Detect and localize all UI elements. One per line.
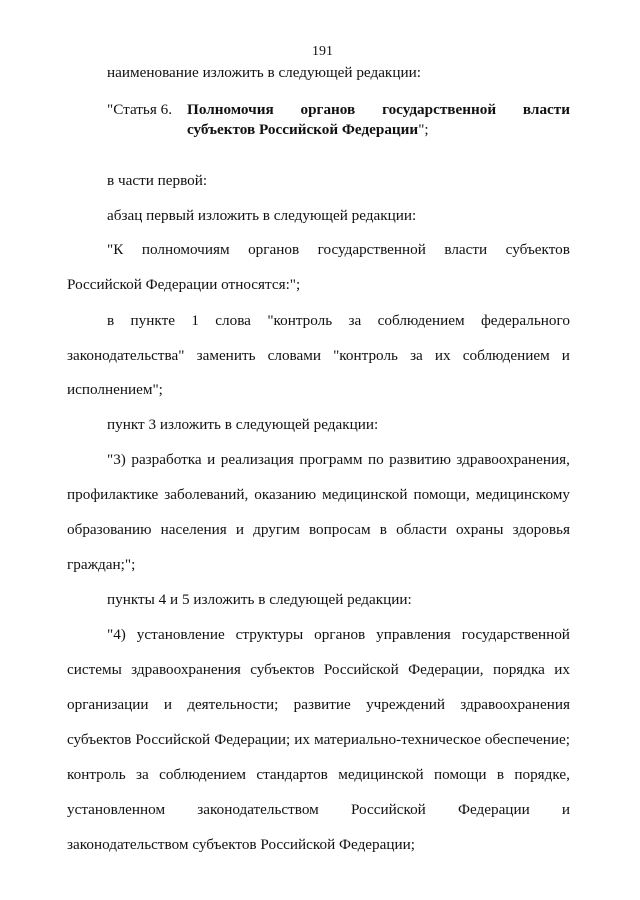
- word: развитию: [389, 451, 451, 468]
- word: охраны: [456, 521, 504, 538]
- article-title-tail: ";: [418, 121, 429, 138]
- word: субъектов: [67, 731, 132, 748]
- word: органов: [300, 101, 356, 118]
- word: Российской: [350, 801, 426, 818]
- word: "контроль: [333, 347, 398, 364]
- word: Российской: [135, 731, 211, 748]
- text-line-22: [67, 801, 570, 819]
- article-label: "Статья 6.: [107, 101, 173, 118]
- word: разработка: [131, 451, 202, 468]
- word: законодательством: [197, 801, 319, 818]
- word: соблюдением: [159, 766, 247, 783]
- word: контроль: [67, 766, 126, 783]
- text-line-20: [67, 731, 570, 749]
- word: словами: [267, 347, 321, 364]
- word: развитие: [293, 696, 351, 713]
- text-line-1: наименование изложить в следующей редакции:: [107, 64, 421, 81]
- text-line-15: граждан;";: [67, 556, 136, 573]
- word: области: [396, 521, 447, 538]
- word: медицинской: [338, 766, 424, 783]
- word: субъектов: [250, 661, 315, 678]
- word: здоровья: [512, 521, 570, 538]
- text-line-18: [67, 661, 570, 679]
- word: профилактике: [67, 486, 159, 503]
- word: в: [379, 521, 387, 538]
- word: в: [107, 312, 115, 329]
- word: их: [554, 661, 570, 678]
- word: населения: [160, 521, 227, 538]
- word: и: [207, 451, 216, 468]
- word: Федерации;: [214, 731, 291, 748]
- word: государственной: [382, 101, 497, 118]
- word: системы: [67, 661, 122, 678]
- word: в: [496, 766, 504, 783]
- word: их: [294, 731, 310, 748]
- text-line-12: [107, 451, 570, 469]
- word: помощи,: [413, 486, 470, 503]
- article-title-bold: субъектов Российской Федерации: [187, 121, 419, 138]
- word: порядка: [492, 661, 545, 678]
- word: по: [367, 451, 384, 468]
- word: "3): [107, 451, 126, 468]
- word: реализация: [220, 451, 294, 468]
- word: программ: [299, 451, 363, 468]
- word: заменить: [196, 347, 256, 364]
- text-line-13: [67, 486, 570, 504]
- word: государственной: [317, 241, 426, 258]
- word: учреждений: [366, 696, 445, 713]
- word: государственной: [461, 626, 570, 643]
- word: установление: [136, 626, 225, 643]
- word: органов: [248, 241, 300, 258]
- text-line-4: в части первой:: [107, 172, 208, 189]
- word: "4): [107, 626, 126, 643]
- text-line-8: [107, 312, 570, 330]
- word: "К: [107, 241, 124, 258]
- word: здравоохранения: [131, 661, 241, 678]
- text-line-14: [67, 521, 570, 539]
- word: Полномочия: [187, 101, 274, 118]
- text-line-23: законодательством субъектов Российской Федерации;: [67, 836, 415, 853]
- word: за: [348, 312, 362, 329]
- article-title-line-1: [187, 101, 570, 119]
- word: помощи: [434, 766, 487, 783]
- word: власти: [522, 101, 570, 118]
- word: здравоохранения: [460, 696, 570, 713]
- word: материально-техническое: [314, 731, 481, 748]
- text-line-6: [107, 241, 570, 259]
- word: власти: [444, 241, 488, 258]
- word: структуры: [235, 626, 304, 643]
- word: полномочиям: [141, 241, 230, 258]
- word: их: [434, 347, 451, 364]
- word: и: [235, 521, 245, 538]
- word: управления: [376, 626, 451, 643]
- word: 1: [191, 312, 199, 329]
- page-number: 191: [312, 44, 333, 59]
- text-line-9: [67, 347, 570, 365]
- word: вопросам: [308, 521, 371, 538]
- article-title-line-2: [187, 121, 429, 139]
- word: соблюдением: [377, 312, 465, 329]
- word: за: [136, 766, 149, 783]
- text-line-17: [107, 626, 570, 644]
- word: порядке,: [514, 766, 570, 783]
- word: и: [561, 801, 570, 818]
- text-line-21: [67, 766, 570, 784]
- word: оказанию: [254, 486, 317, 503]
- word: медицинской: [322, 486, 408, 503]
- word: установленном: [67, 801, 166, 818]
- text-line-7: Российской Федерации относятся:";: [67, 276, 301, 293]
- word: другим: [253, 521, 300, 538]
- word: и: [163, 696, 172, 713]
- word: медицинскому: [475, 486, 570, 503]
- word: органов: [314, 626, 366, 643]
- word: соблюдением: [462, 347, 550, 364]
- word: и: [561, 347, 570, 364]
- word: субъектов: [505, 241, 570, 258]
- word: федерального: [480, 312, 570, 329]
- word: Федерации,: [408, 661, 484, 678]
- word: образованию: [67, 521, 152, 538]
- text-line-10: исполнением";: [67, 381, 163, 398]
- word: пункте: [130, 312, 175, 329]
- word: слова: [215, 312, 251, 329]
- word: Российской: [323, 661, 399, 678]
- word: законодательства": [67, 347, 185, 364]
- text-line-19: [67, 696, 570, 714]
- word: заболеваний,: [164, 486, 249, 503]
- word: организации: [67, 696, 149, 713]
- word: за: [410, 347, 423, 364]
- text-line-11: пункт 3 изложить в следующей редакции:: [107, 416, 379, 433]
- text-line-16: пункты 4 и 5 изложить в следующей редакции:: [107, 591, 412, 608]
- word: Федерации: [457, 801, 530, 818]
- word: деятельности;: [187, 696, 279, 713]
- word: "контроль: [267, 312, 333, 329]
- word: стандартов: [256, 766, 328, 783]
- word: здравоохранения,: [456, 451, 570, 468]
- text-line-5: абзац первый изложить в следующей редакции:: [107, 207, 417, 224]
- word: обеспечение;: [484, 731, 570, 748]
